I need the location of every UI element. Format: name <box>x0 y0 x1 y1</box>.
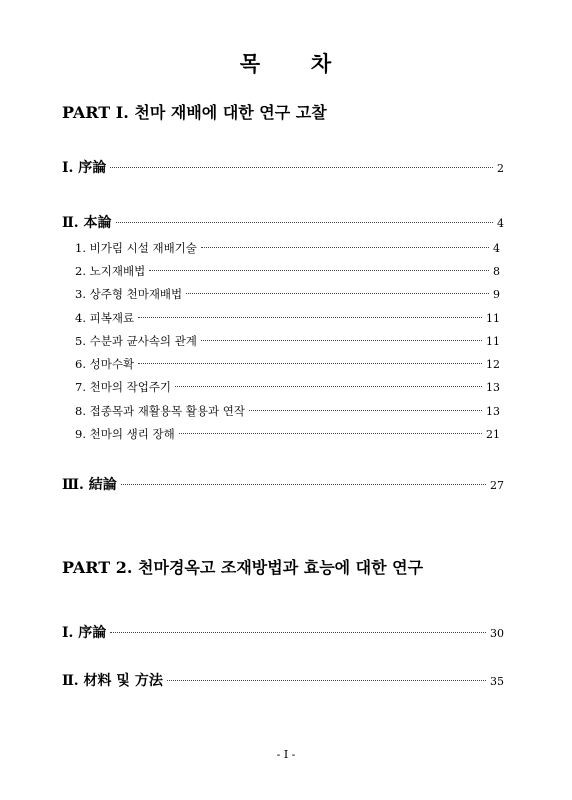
toc-page-number: 8 <box>493 265 500 278</box>
toc-entry-label: 2. 노지재배법 <box>75 264 146 278</box>
toc-subentry[interactable] <box>75 310 500 326</box>
part2-heading: PART 2. 천마경옥고 조재방법과 효능에 대한 연구 <box>62 558 424 577</box>
toc-subentry[interactable] <box>75 240 500 256</box>
page-title: 목 차 <box>239 51 333 76</box>
toc-leader-dots <box>149 270 489 271</box>
toc-leader-dots <box>175 386 482 387</box>
toc-leader-dots <box>167 680 486 681</box>
toc-entry-label: 5. 수분과 균사속의 관계 <box>75 334 197 348</box>
toc-entry-label: Ⅰ. 序論 <box>62 160 107 176</box>
toc-page-number: 21 <box>486 428 500 441</box>
page-footer: - Ⅰ - <box>276 748 296 761</box>
toc-entry-label: 8. 접종목과 재활용목 활용과 연작 <box>75 404 246 418</box>
toc-page-number: 30 <box>490 627 504 640</box>
toc-page-number: 11 <box>486 312 500 325</box>
toc-entry-label: Ⅲ. 結論 <box>62 477 117 493</box>
toc-leader-dots <box>186 293 489 294</box>
toc-leader-dots <box>121 484 486 485</box>
toc-leader-dots <box>110 632 486 633</box>
toc-entry-conclusion[interactable] <box>62 474 504 494</box>
toc-entry-part2-introduction[interactable] <box>62 622 504 642</box>
toc-entry-label: 6. 성마수확 <box>75 357 135 371</box>
toc-subentry[interactable] <box>75 263 500 279</box>
toc-subentry[interactable] <box>75 426 500 442</box>
toc-entry-label: Ⅱ. 本論 <box>62 215 112 231</box>
toc-entry-label: 1. 비가림 시설 재배기술 <box>75 241 197 255</box>
toc-page-number: 9 <box>493 288 500 301</box>
toc-page-number: 13 <box>486 381 500 394</box>
toc-entry-materials-methods[interactable] <box>62 670 504 690</box>
toc-page-number: 4 <box>493 242 500 255</box>
toc-page-number: 11 <box>486 335 500 348</box>
toc-subentry[interactable] <box>75 356 500 372</box>
toc-entry-label: 3. 상주형 천마재배법 <box>75 287 183 301</box>
toc-page-number: 27 <box>490 479 504 492</box>
toc-entry-label: 9. 천마의 생리 장해 <box>75 427 175 441</box>
toc-page-number: 2 <box>497 162 504 175</box>
toc-leader-dots <box>138 363 482 364</box>
toc-page-number: 12 <box>486 358 500 371</box>
toc-page-number: 35 <box>490 675 504 688</box>
toc-leader-dots <box>179 433 482 434</box>
toc-leader-dots <box>249 410 482 411</box>
toc-leader-dots <box>116 222 493 223</box>
toc-entry-label: 7. 천마의 작업주기 <box>75 380 172 394</box>
toc-page-number: 13 <box>486 405 500 418</box>
toc-leader-dots <box>110 167 493 168</box>
toc-entry-label: Ⅱ. 材料 및 方法 <box>62 673 163 689</box>
toc-subentry[interactable] <box>75 333 500 349</box>
toc-entry-label: Ⅰ. 序論 <box>62 625 107 641</box>
toc-subentry[interactable] <box>75 379 500 395</box>
toc-leader-dots <box>201 340 482 341</box>
toc-subentry[interactable] <box>75 286 500 302</box>
toc-leader-dots <box>201 247 489 248</box>
toc-leader-dots <box>138 317 482 318</box>
toc-subentry[interactable] <box>75 403 500 419</box>
toc-entry-introduction[interactable] <box>62 157 504 177</box>
toc-entry-main-body[interactable] <box>62 212 504 232</box>
toc-entry-label: 4. 피복재료 <box>75 311 135 325</box>
toc-page-number: 4 <box>497 217 504 230</box>
part1-heading: PART Ⅰ. 천마 재배에 대한 연구 고찰 <box>62 103 327 122</box>
